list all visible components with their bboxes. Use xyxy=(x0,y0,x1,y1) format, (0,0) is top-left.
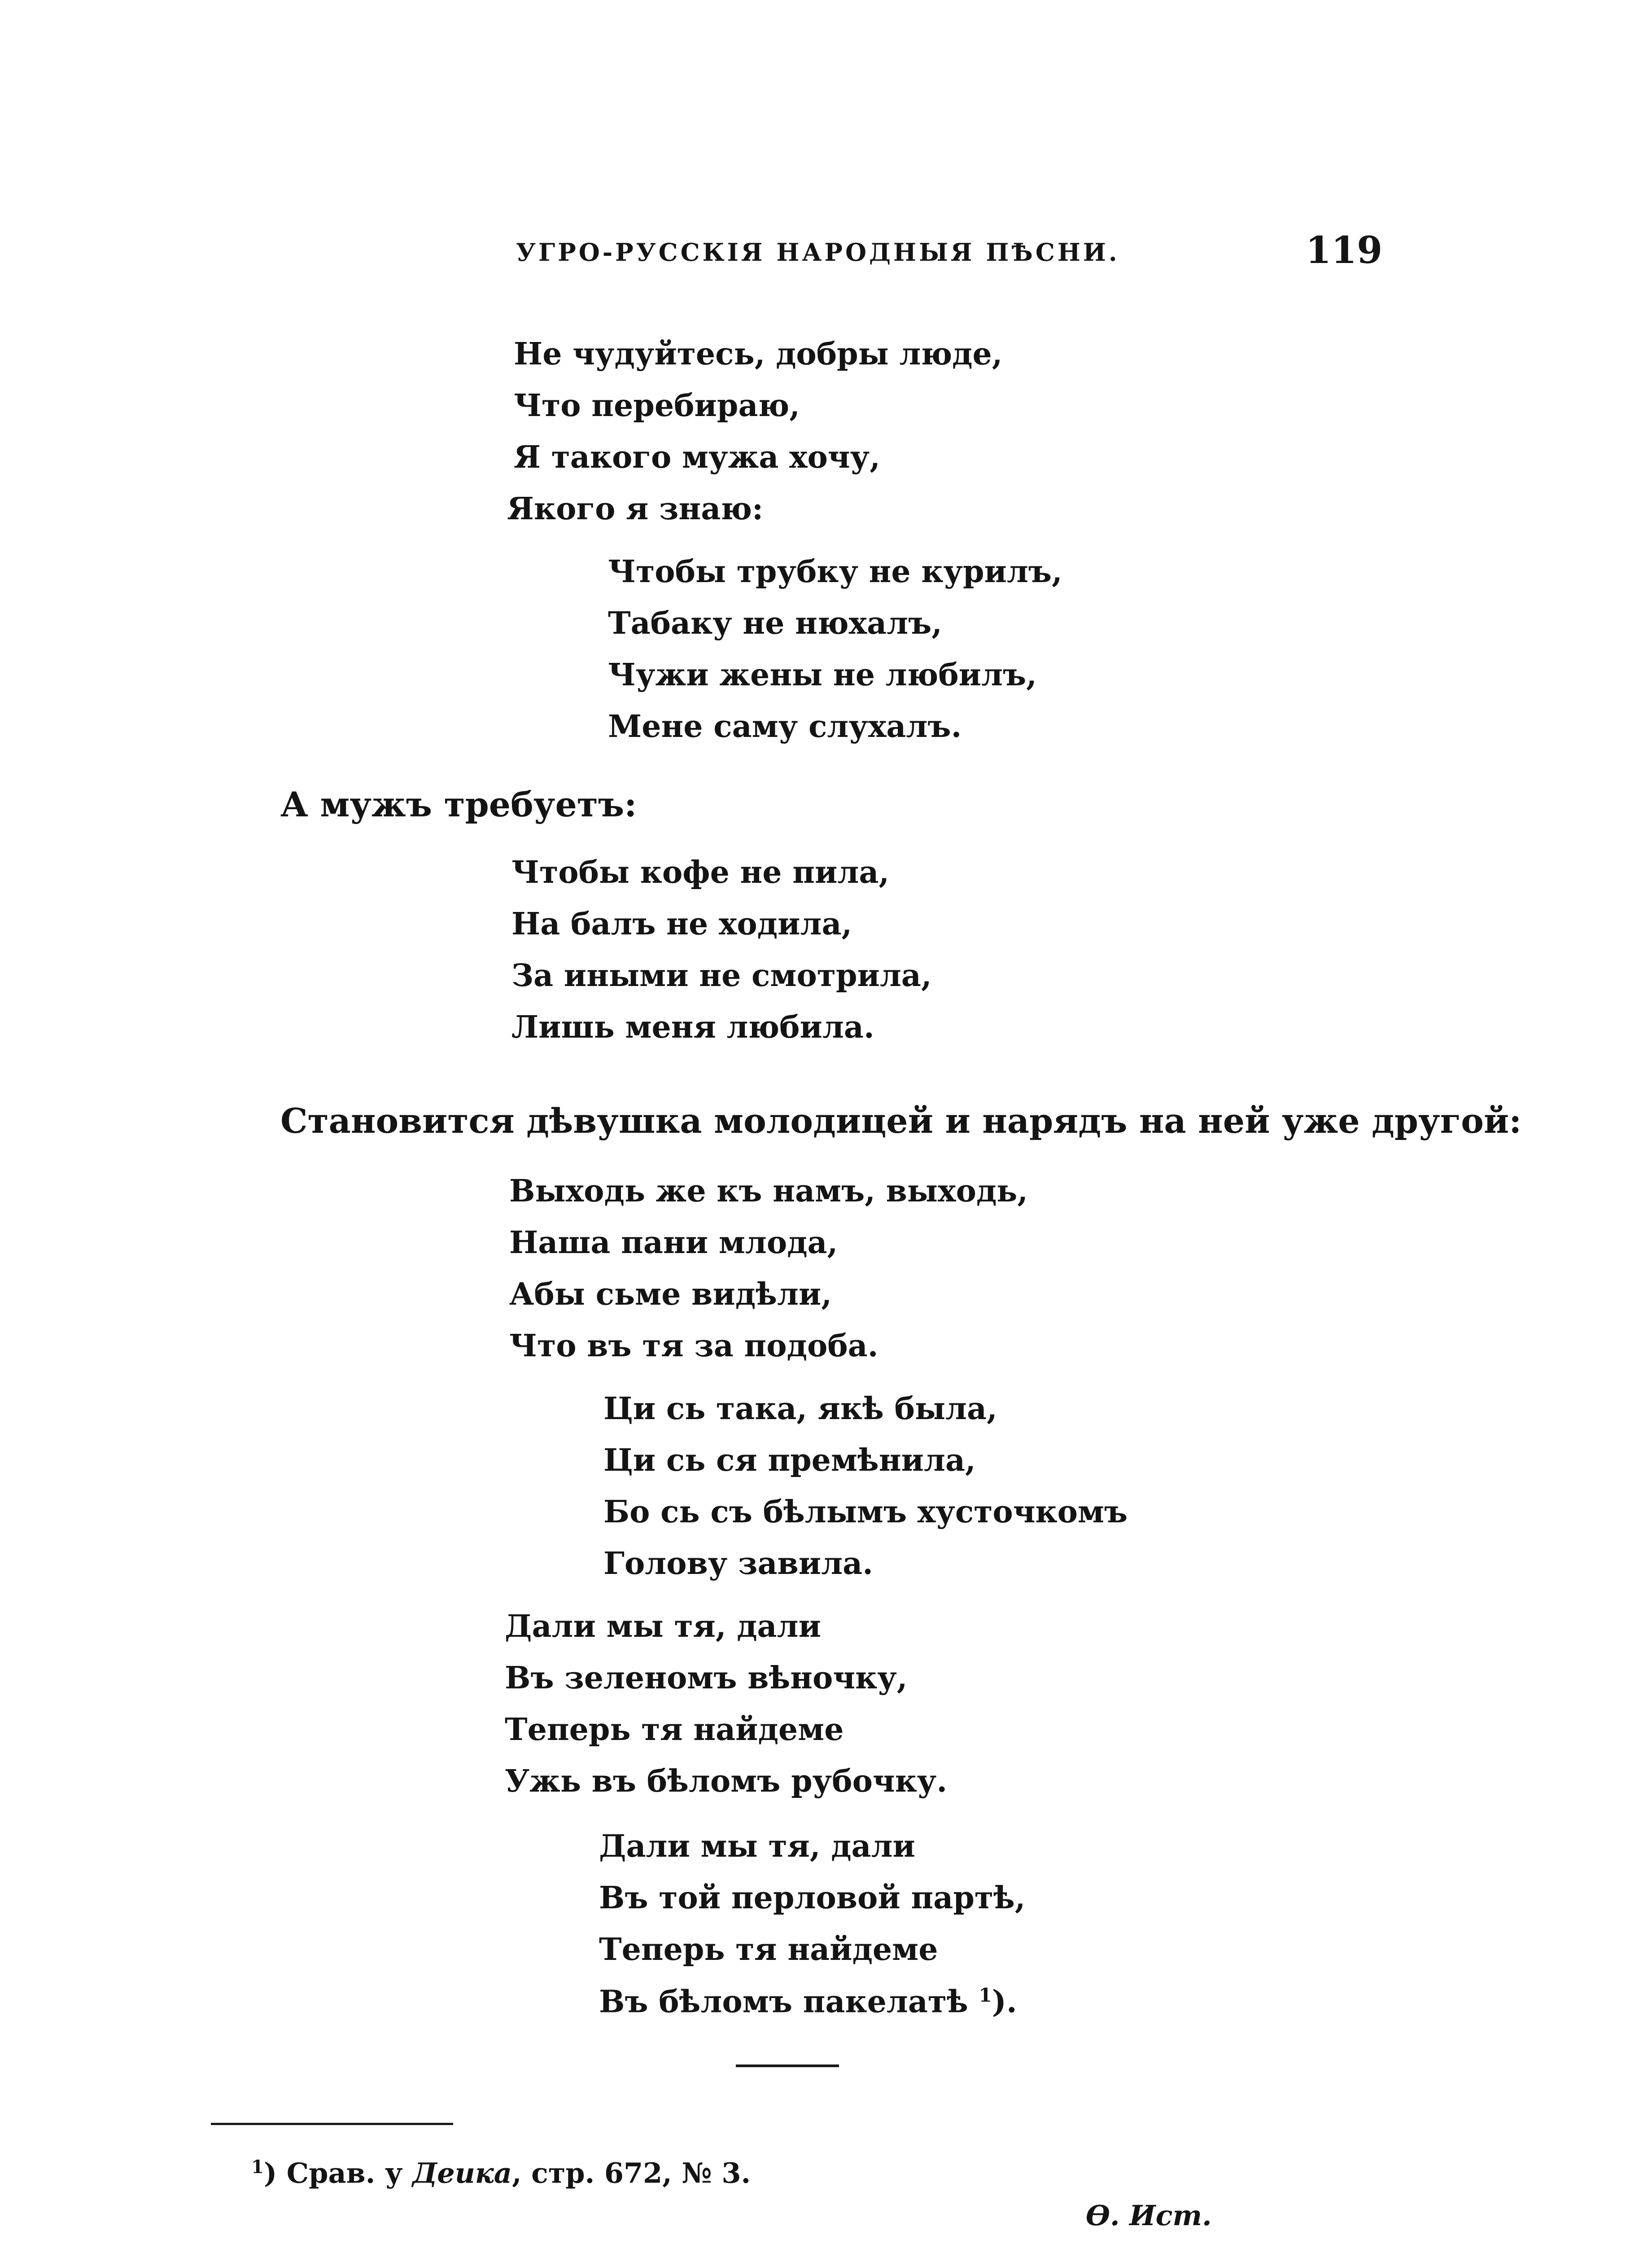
footnote-suffix: , стр. 672, № 3. xyxy=(511,2156,751,2190)
footnote xyxy=(251,2156,751,2190)
page-number: 119 xyxy=(1306,229,1383,272)
verse-line: Не чудуйтесь, добры люде, xyxy=(514,336,1003,372)
verse-line: Что въ тя за подоба. xyxy=(509,1328,878,1364)
verse-line: Теперь тя найдеме xyxy=(505,1712,844,1748)
verse-punctuation: ). xyxy=(992,1984,1017,2020)
footnote-author: Деика xyxy=(412,2156,512,2190)
footnote-reference[interactable]: 1 xyxy=(979,1984,992,2006)
verse-line: Теперь тя найдеме xyxy=(599,1932,938,1968)
verse-line: Абы сьме видѣли, xyxy=(509,1276,832,1312)
verse-line xyxy=(599,1984,1017,2020)
verse-line: Лишь меня любила. xyxy=(511,1009,874,1045)
verse-line: Въ той перловой партѣ, xyxy=(599,1880,1026,1916)
verse-line: Чтобы кофе не пила, xyxy=(511,855,890,890)
verse-line: Табаку не нюхалъ, xyxy=(608,605,942,641)
verse-line: На балъ не ходила, xyxy=(511,906,852,942)
signature: Ѳ. Ист. xyxy=(1086,2199,1212,2232)
verse-text: Въ бѣломъ пакелатѣ xyxy=(599,1984,968,2020)
verse-line: Дали мы тя, дали xyxy=(599,1828,915,1864)
verse-line: Наша пани млода, xyxy=(509,1225,838,1261)
verse-line: Дали мы тя, дали xyxy=(505,1608,821,1644)
verse-line: Чтобы трубку не курилъ, xyxy=(608,554,1062,590)
verse-line: Выходь же къ намъ, выходь, xyxy=(509,1173,1028,1209)
verse-line: Бо сь съ бѣлымъ хусточкомъ xyxy=(603,1494,1128,1530)
footnote-mark: 1 xyxy=(251,2156,264,2178)
footnote-rule xyxy=(211,2123,453,2125)
verse-line: Мене саму слухалъ. xyxy=(608,709,962,745)
verse-line: Что перебираю, xyxy=(514,388,800,424)
footnote-prefix: ) Срав. у xyxy=(263,2156,413,2190)
prose-line: А мужъ требуетъ: xyxy=(280,785,637,824)
verse-line: Ужь въ бѣломъ рубочку. xyxy=(505,1763,947,1799)
running-title: УГРО-РУССКІЯ НАРОДНЫЯ ПѢСНИ. xyxy=(516,238,1120,267)
verse-line: Чужи жены не любилъ, xyxy=(608,657,1037,693)
verse-line: Ци сь ся премѣнила, xyxy=(603,1442,976,1478)
verse-line: Ци сь така, якѣ была, xyxy=(603,1391,997,1427)
verse-line: Я такого мужа хочу, xyxy=(514,439,880,475)
verse-line: Въ зеленомъ вѣночку, xyxy=(505,1660,908,1696)
verse-line: За иными не смотрила, xyxy=(511,958,932,994)
verse-line: Голову завила. xyxy=(603,1546,873,1582)
prose-line: Становится дѣвушка молодицей и нарядъ на ней уже другой: xyxy=(280,1101,1522,1141)
verse-line: Якого я знаю: xyxy=(507,491,764,527)
section-rule xyxy=(736,2064,839,2067)
